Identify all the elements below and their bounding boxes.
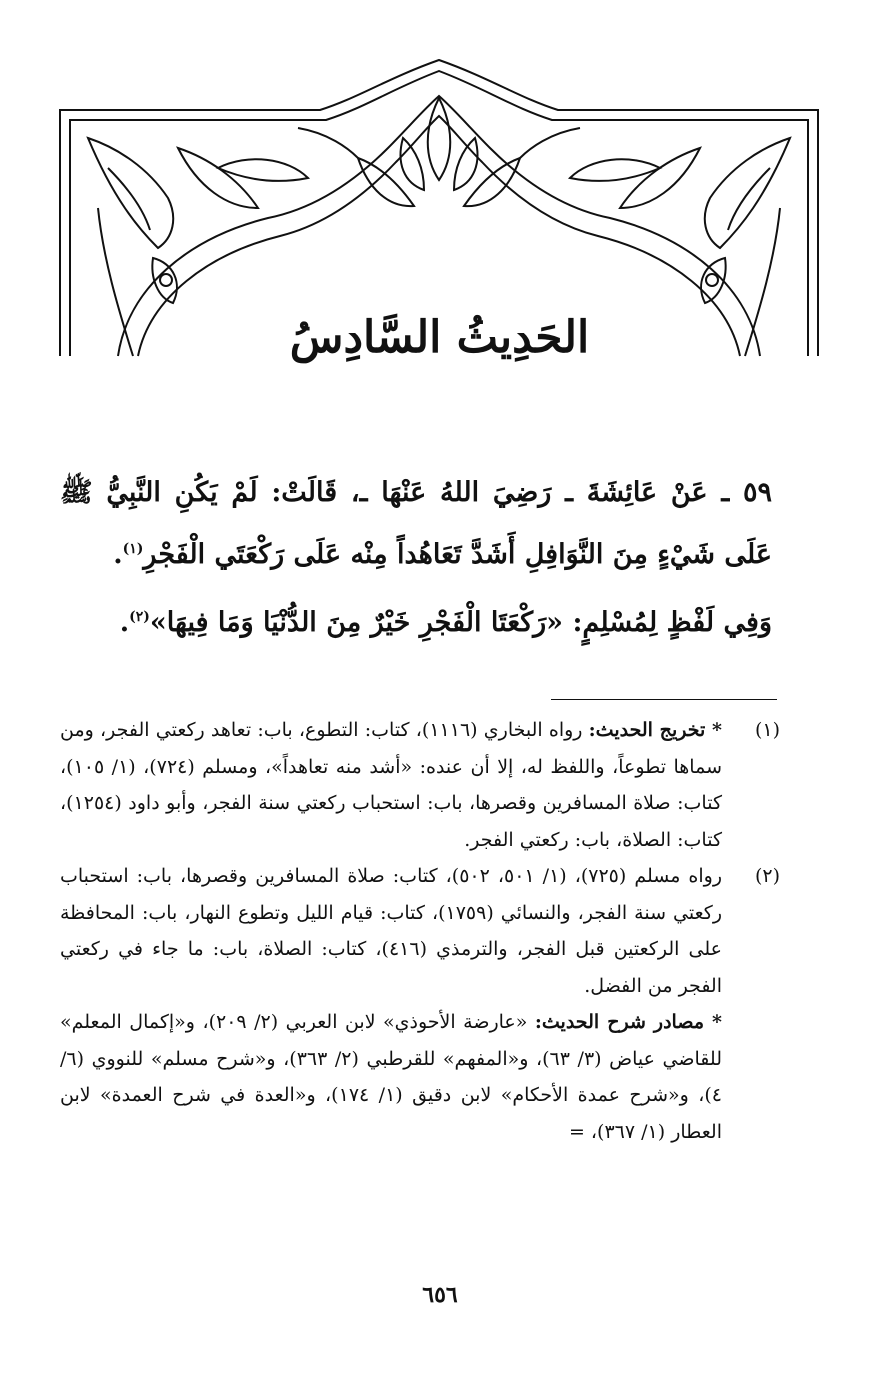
- footnote-2: [60, 858, 780, 1150]
- footnote-number: (١): [754, 719, 780, 741]
- footnote-heading: * مصادر شرح الحديث:: [534, 1011, 722, 1033]
- footnotes: [60, 712, 780, 1150]
- hadith-line-1: ٥٩ ـ عَنْ عَائِشَةَ ـ رَضِيَ اللهُ عَنْهَا ـ، قَالَتْ: لَمْ يَكُنِ النَّبِيُّ ﷺ عَلَى شَيْءٍ مِنَ النَّوَافِلِ أَشَدَّ تَعَاهُداً مِنْه عَلَى رَكْعَتَي الْفَجْرِ: [60, 477, 772, 570]
- hadith-line-2: وَفِي لَفْظٍ لِمُسْلِمٍ: «رَكْعَتَا الْفَجْرِ خَيْرٌ مِنَ الدُّنْيَا وَمَا فِيهَا»: [149, 607, 772, 638]
- hadith-line-1-end: .: [113, 539, 123, 570]
- page-number: ٦٥٦: [422, 1282, 458, 1308]
- hadith-muslim-line: [60, 592, 772, 654]
- footnote-number: (٢): [754, 865, 780, 887]
- footnote-1: [60, 712, 780, 858]
- chapter-title: الحَدِيثُ السَّادِسُ: [289, 312, 590, 363]
- footnote-text: رواه البخاري (١١١٦)، كتاب: التطوع، باب: تعاهد ركعتي الفجر، ومن سماها تطوعاً، واللفظ له، إلا أن عنده: «أشد منه تعاهداً»، ومسلم (٧٢٤)، (١/ ١٠٥)، كتاب: صلاة المسافرين وقصرها، باب: استحباب ركعتي سنة الفجر، وأبو داود (١٢٥٤)، كتاب: الصلاة، باب: ركعتي الفجر.: [60, 719, 722, 851]
- footnote-heading: * تخريج الحديث:: [588, 719, 722, 741]
- footnote-body: [60, 712, 722, 858]
- footnote-ref-1: (١): [122, 541, 144, 557]
- hadith-main-line: [60, 462, 772, 586]
- footnote-text: رواه مسلم (٧٢٥)، (١/ ٥٠١، ٥٠٢)، كتاب: صلاة المسافرين وقصرها، باب: استحباب ركعتي سنة الفجر، والنسائي (١٧٥٩)، كتاب: قيام الليل وتطوع النهار، باب: المحافظة على الركعتين قبل الفجر، والترمذي (٤١٦)، كتاب: الصلاة، باب: ما جاء في ركعتي الفجر من الفضل.: [60, 865, 723, 997]
- footnote-text-sources: «عارضة الأحوذي» لابن العربي (٢/ ٢٠٩)، و«إكمال المعلم» للقاضي عياض (٣/ ٦٣)، و«المفهم» للقرطبي (٢/ ٣٦٣)، و«شرح مسلم» للنووي (٦/ ٤)، و«شرح عمدة الأحكام» لابن دقيق (١/ ١٧٤)، و«العدة في شرح العمدة» لابن العطار (١/ ٣٦٧)، =: [60, 1011, 723, 1143]
- hadith-text: [60, 462, 772, 654]
- hadith-line-2-end: .: [119, 607, 130, 638]
- footnote-body: [60, 858, 722, 1150]
- footnote-ref-2: (٢): [129, 609, 150, 625]
- footnote-separator: [551, 699, 777, 700]
